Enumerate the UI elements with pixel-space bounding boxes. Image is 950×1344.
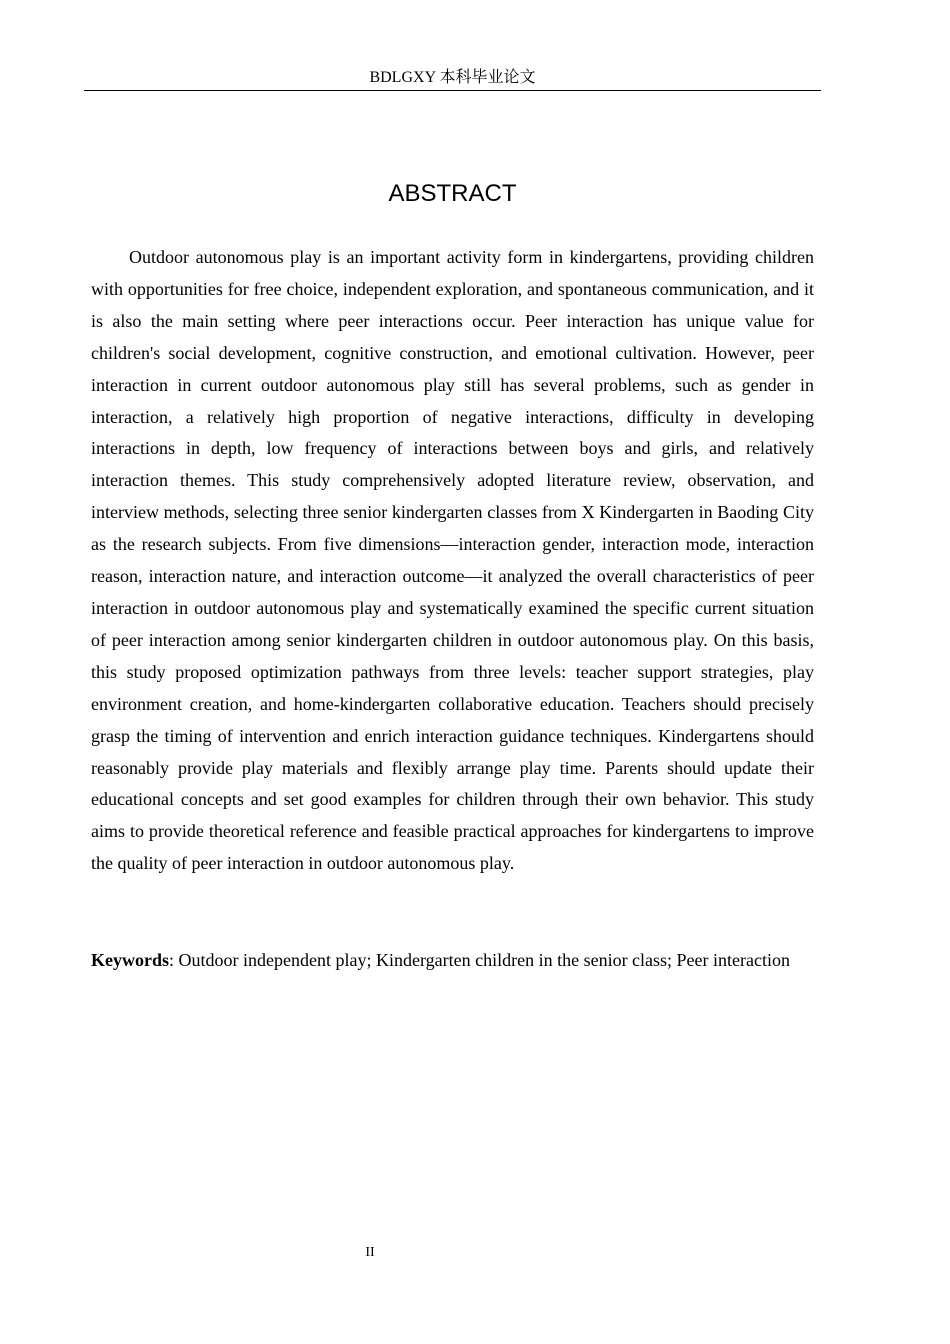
keywords xyxy=(91,944,814,976)
running-header: BDLGXY 本科毕业论文 xyxy=(369,69,536,86)
keywords-separator: : xyxy=(169,950,179,970)
abstract-body: Outdoor autonomous play is an important activity form in kindergartens, providing children with opportunities for free choice, independent exploration, and spontaneous communication, and it is also the main setting where peer interactions occur. Peer interaction has unique value for children's social development, cognitive construction, and emotional cultivation. However, peer interaction in current outdoor autonomous play still has several problems, such as gender in interaction, a relatively high proportion of negative interactions, difficulty in developing interactions in depth, low frequency of interactions between boys and girls, and relatively interaction themes. This study comprehensively adopted literature review, observation, and interview methods, selecting three senior kindergarten classes from X Kindergarten in Baoding City as the research subjects. From five dimensions—interaction gender, interaction mode, interaction reason, interaction nature, and interaction outcome—it analyzed the overall characteristics of peer interaction in outdoor autonomous play and systematically examined the specific current situation of peer interaction among senior kindergarten children in outdoor autonomous play. On this basis, this study proposed optimization pathways from three levels: teacher support strategies, play environment creation, and home-kindergarten collaborative education. Teachers should precisely grasp the timing of intervention and enrich interaction guidance techniques. Kindergartens should reasonably provide play materials and flexibly arrange play time. Parents should update their educational concepts and set good examples for children through their own behavior. This study aims to provide theoretical reference and feasible practical approaches for kindergartens to improve the quality of peer interaction in outdoor autonomous play. xyxy=(91,247,814,874)
keywords-text: Outdoor independent play; Kindergarten children in the senior class; Peer interaction xyxy=(178,950,790,970)
page-number: II xyxy=(365,1245,375,1260)
abstract-title: ABSTRACT xyxy=(388,180,517,207)
keywords-label: Keywords xyxy=(91,950,169,970)
header-rule xyxy=(84,90,821,91)
